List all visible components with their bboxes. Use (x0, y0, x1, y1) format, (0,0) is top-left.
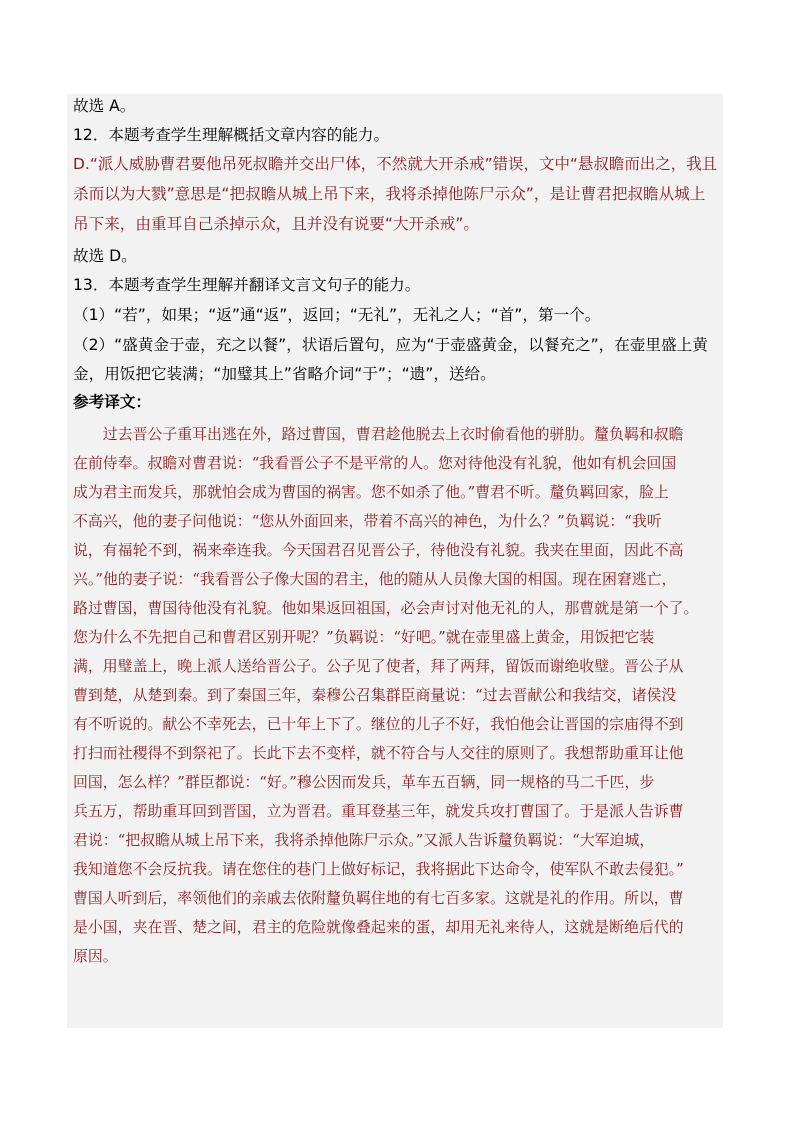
translation-line: 兵五万，帮助重耳回到晋国，立为晋君。重耳登基三年，就发兵攻打曹国了。于是派人告诉曹 (73, 802, 684, 820)
question-13-heading: 13．本题考查学生理解并翻译文言文句子的能力。 (73, 276, 421, 294)
translation-line: 说，有福轮不到，祸来牵连我。今天国君召见晋公子，待他没有礼貌。我夹在里面，因此不高 (73, 541, 684, 559)
question-13-part-1: （1）“若”，如果；“返”通“返”，返回；“无礼”，无礼之人；“首”，第一个。 (73, 306, 601, 324)
translation-line: 君说：“把叔瞻从城上吊下来，我将杀掉他陈尸示众。”又派人告诉釐负羁说：“大军迫城， (73, 831, 655, 849)
translation-line: 兴。”他的妻子说：“我看晋公子像大国的君主，他的随从人员像大国的相国。现在困窘逃亡， (73, 570, 677, 588)
translation-line: 曹国人听到后，率领他们的亲戚去依附釐负羁住地的有七百多家。这就是礼的作用。所以，曹 (73, 889, 684, 907)
translation-line: 过去晋公子重耳出逃在外，路过曹国，曹君趁他脱去上衣时偷看他的骈肋。釐负羁和叔瞻 (73, 425, 684, 443)
translation-line: 我知道您不会反抗我。请在您住的巷门上做好标记，我将据此下达命令，使军队不敢去侵犯。” (73, 860, 684, 878)
translation-line: 是小国，夹在晋、楚之间，君主的危险就像叠起来的蛋，却用无礼来待人，这就是断绝后代的 (73, 918, 684, 936)
question-12-explanation-line-3: 吊下来，由重耳自己杀掉示众，且并没有说要“大开杀戒”。 (73, 215, 480, 233)
translation-line: 在前侍奉。叔瞻对曹君说：“我看晋公子不是平常的人。您对待他没有礼貌，他如有机会回国 (73, 454, 677, 472)
translation-line: 回国，怎么样？”群臣都说：“好。”穆公因而发兵，革车五百辆，同一规格的马二千匹，步 (73, 773, 655, 791)
translation-line: 您为什么不先把自己和曹君区别开呢？”负羁说：“好吧。”就在壶里盛上黄金，用饭把它装 (73, 628, 655, 646)
translation-line: 打扫而社稷得不到祭祀了。长此下去不变样，就不符合与人交往的原则了。我想帮助重耳让他 (73, 744, 684, 762)
question-12-explanation-line-1: D.“派人威胁曹君要他吊死叔瞻并交出尸体，不然就大开杀戒”错误，文中“悬叔瞻而出之，我且 (73, 155, 718, 173)
translation-line: 路过曹国，曹国待他没有礼貌。他如果返回祖国，必会声讨对他无礼的人，那曹就是第一个了。 (73, 599, 699, 617)
question-13-part-2-line-2: 金，用饭把它装满；“加璧其上”省略介词“于”；“遗”，送给。 (73, 365, 496, 383)
answer-11-conclusion: 故选 A。 (73, 97, 136, 115)
translation-line: 成为君主而发兵，那就怕会成为曹国的祸害。您不如杀了他。”曹君不听。釐负羁回家，脸上 (73, 483, 669, 501)
translation-line: 满，用璧盖上，晚上派人送给晋公子。公子见了使者，拜了两拜，留饭而谢绝收璧。晋公子从 (73, 657, 684, 675)
translation-line: 曹到楚，从楚到秦。到了秦国三年，秦穆公召集群臣商量说：“过去晋献公和我结交，诸侯没 (73, 686, 677, 704)
translation-line: 不高兴，他的妻子问他说：“您从外面回来，带着不高兴的神色，为什么？”负羁说：“我听 (73, 512, 662, 530)
translation-line: 原因。 (73, 947, 118, 965)
question-12-explanation-line-2: 杀而以为大戮”意思是“把叔瞻从城上吊下来，我将杀掉他陈尸示众”，是让曹君把叔瞻从城上 (73, 185, 706, 203)
answer-12-conclusion: 故选 D。 (73, 247, 137, 265)
question-12-heading: 12．本题考查学生理解概括文章内容的能力。 (73, 126, 390, 144)
translation-heading: 参考译文： (73, 393, 151, 411)
question-13-part-2-line-1: （2）“盛黄金于壶，充之以餐”，状语后置句，应为“于壶盛黄金，以餐充之”，在壶里盛上黄 (73, 336, 708, 354)
translation-line: 有不听说的。献公不幸死去，已十年上下了。继位的儿子不好，我怕他会让晋国的宗庙得不到 (73, 715, 684, 733)
document-page (67, 94, 723, 1028)
